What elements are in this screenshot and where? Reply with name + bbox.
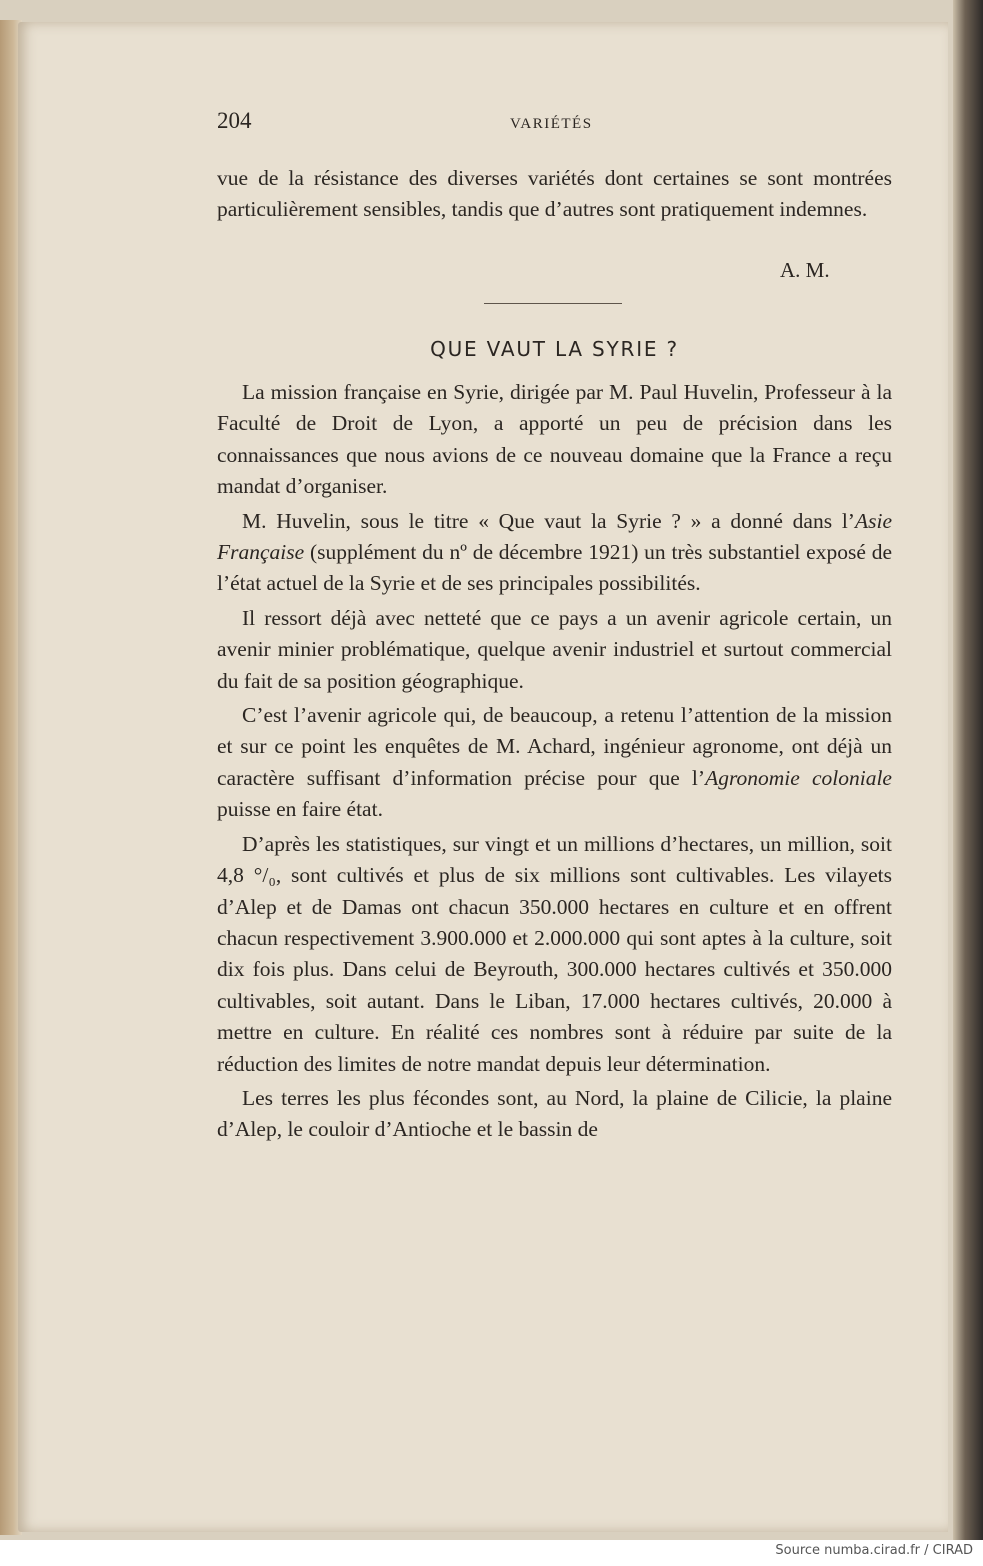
- intro-paragraph: vue de la résistance des diverses variétés dont certaines se sont montrées particulièrement sensibles, tandis que d’autres sont pratiquement indemnes.: [217, 166, 892, 222]
- article-title: QUE VAUT LA SYRIE ?: [430, 337, 679, 361]
- paragraph-6: Les terres les plus fécondes sont, au Nord, la plaine de Cilicie, la plaine d’Alep, le couloir d’Antioche et le bassin de: [217, 1085, 892, 1142]
- paragraph-4-text-a: C’est l’avenir agricole qui, de beaucoup, a retenu l’attention de la mission et sur ce point les enquêtes de M. Achard, ingénieur agronome, ont déjà un caractère suffisant d’information précise pour que l’: [217, 703, 892, 790]
- running-head-title: VARIÉTÉS: [510, 116, 593, 132]
- author-initials: A. M.: [780, 258, 830, 282]
- paragraph-2-text-b: (supplément du nº de décembre 1921) un très substantiel exposé de l’état actuel de la Syrie et de ses principales possibilités.: [217, 540, 892, 596]
- paragraph-1: La mission française en Syrie, dirigée par M. Paul Huvelin, Professeur à la Faculté de Droit de Lyon, a apporté un peu de précision dans les connaissances que nous avions de ce nouveau domaine que la France a reçu mandat d’organiser.: [217, 380, 892, 499]
- publication-title: Asie Française: [217, 508, 892, 565]
- page-number: 204: [217, 108, 252, 133]
- paragraph-3: Il ressort déjà avec netteté que ce pays a un avenir agricole certain, un avenir minier problématique, quelque avenir industriel et surtout commercial du fait de sa position géographique.: [217, 605, 892, 693]
- paragraph-2: [217, 506, 892, 600]
- section-divider: [484, 303, 622, 304]
- paragraph-5: D’après les statistiques, sur vingt et un millions d’hectares, un million, soit 4,8 °/₀, sont cultivés et plus de six millions sont cultivables. Les vilayets d’Alep et de Damas ont chacun 350.000 hectares en culture et en offrent chacun respectivement 3.900.000 et 2.000.000 qui sont aptes à la culture, soit dix fois plus. Dans celui de Beyrouth, 300.000 hectares cultivés et 350.000 cultivables, soit autant. Dans le Liban, 17.000 hectares cultivés, 20.000 à mettre en culture. En réalité ces nombres sont à réduire par suite de la réduction des limites de notre mandat depuis leur détermination.: [217, 831, 892, 1076]
- paragraph-4-text-b: puisse en faire état.: [217, 797, 383, 822]
- journal-title: Agronomie coloniale: [705, 765, 892, 790]
- paragraph-4: [217, 700, 892, 826]
- running-head: [217, 108, 892, 138]
- article-body: [217, 377, 892, 1149]
- paragraph-2-text-a: M. Huvelin, sous le titre « Que vaut la Syrie ? » a donné dans l’: [242, 508, 855, 533]
- book-edge-right: [953, 0, 983, 1540]
- source-credit: Source numba.cirad.fr / CIRAD: [775, 1543, 973, 1558]
